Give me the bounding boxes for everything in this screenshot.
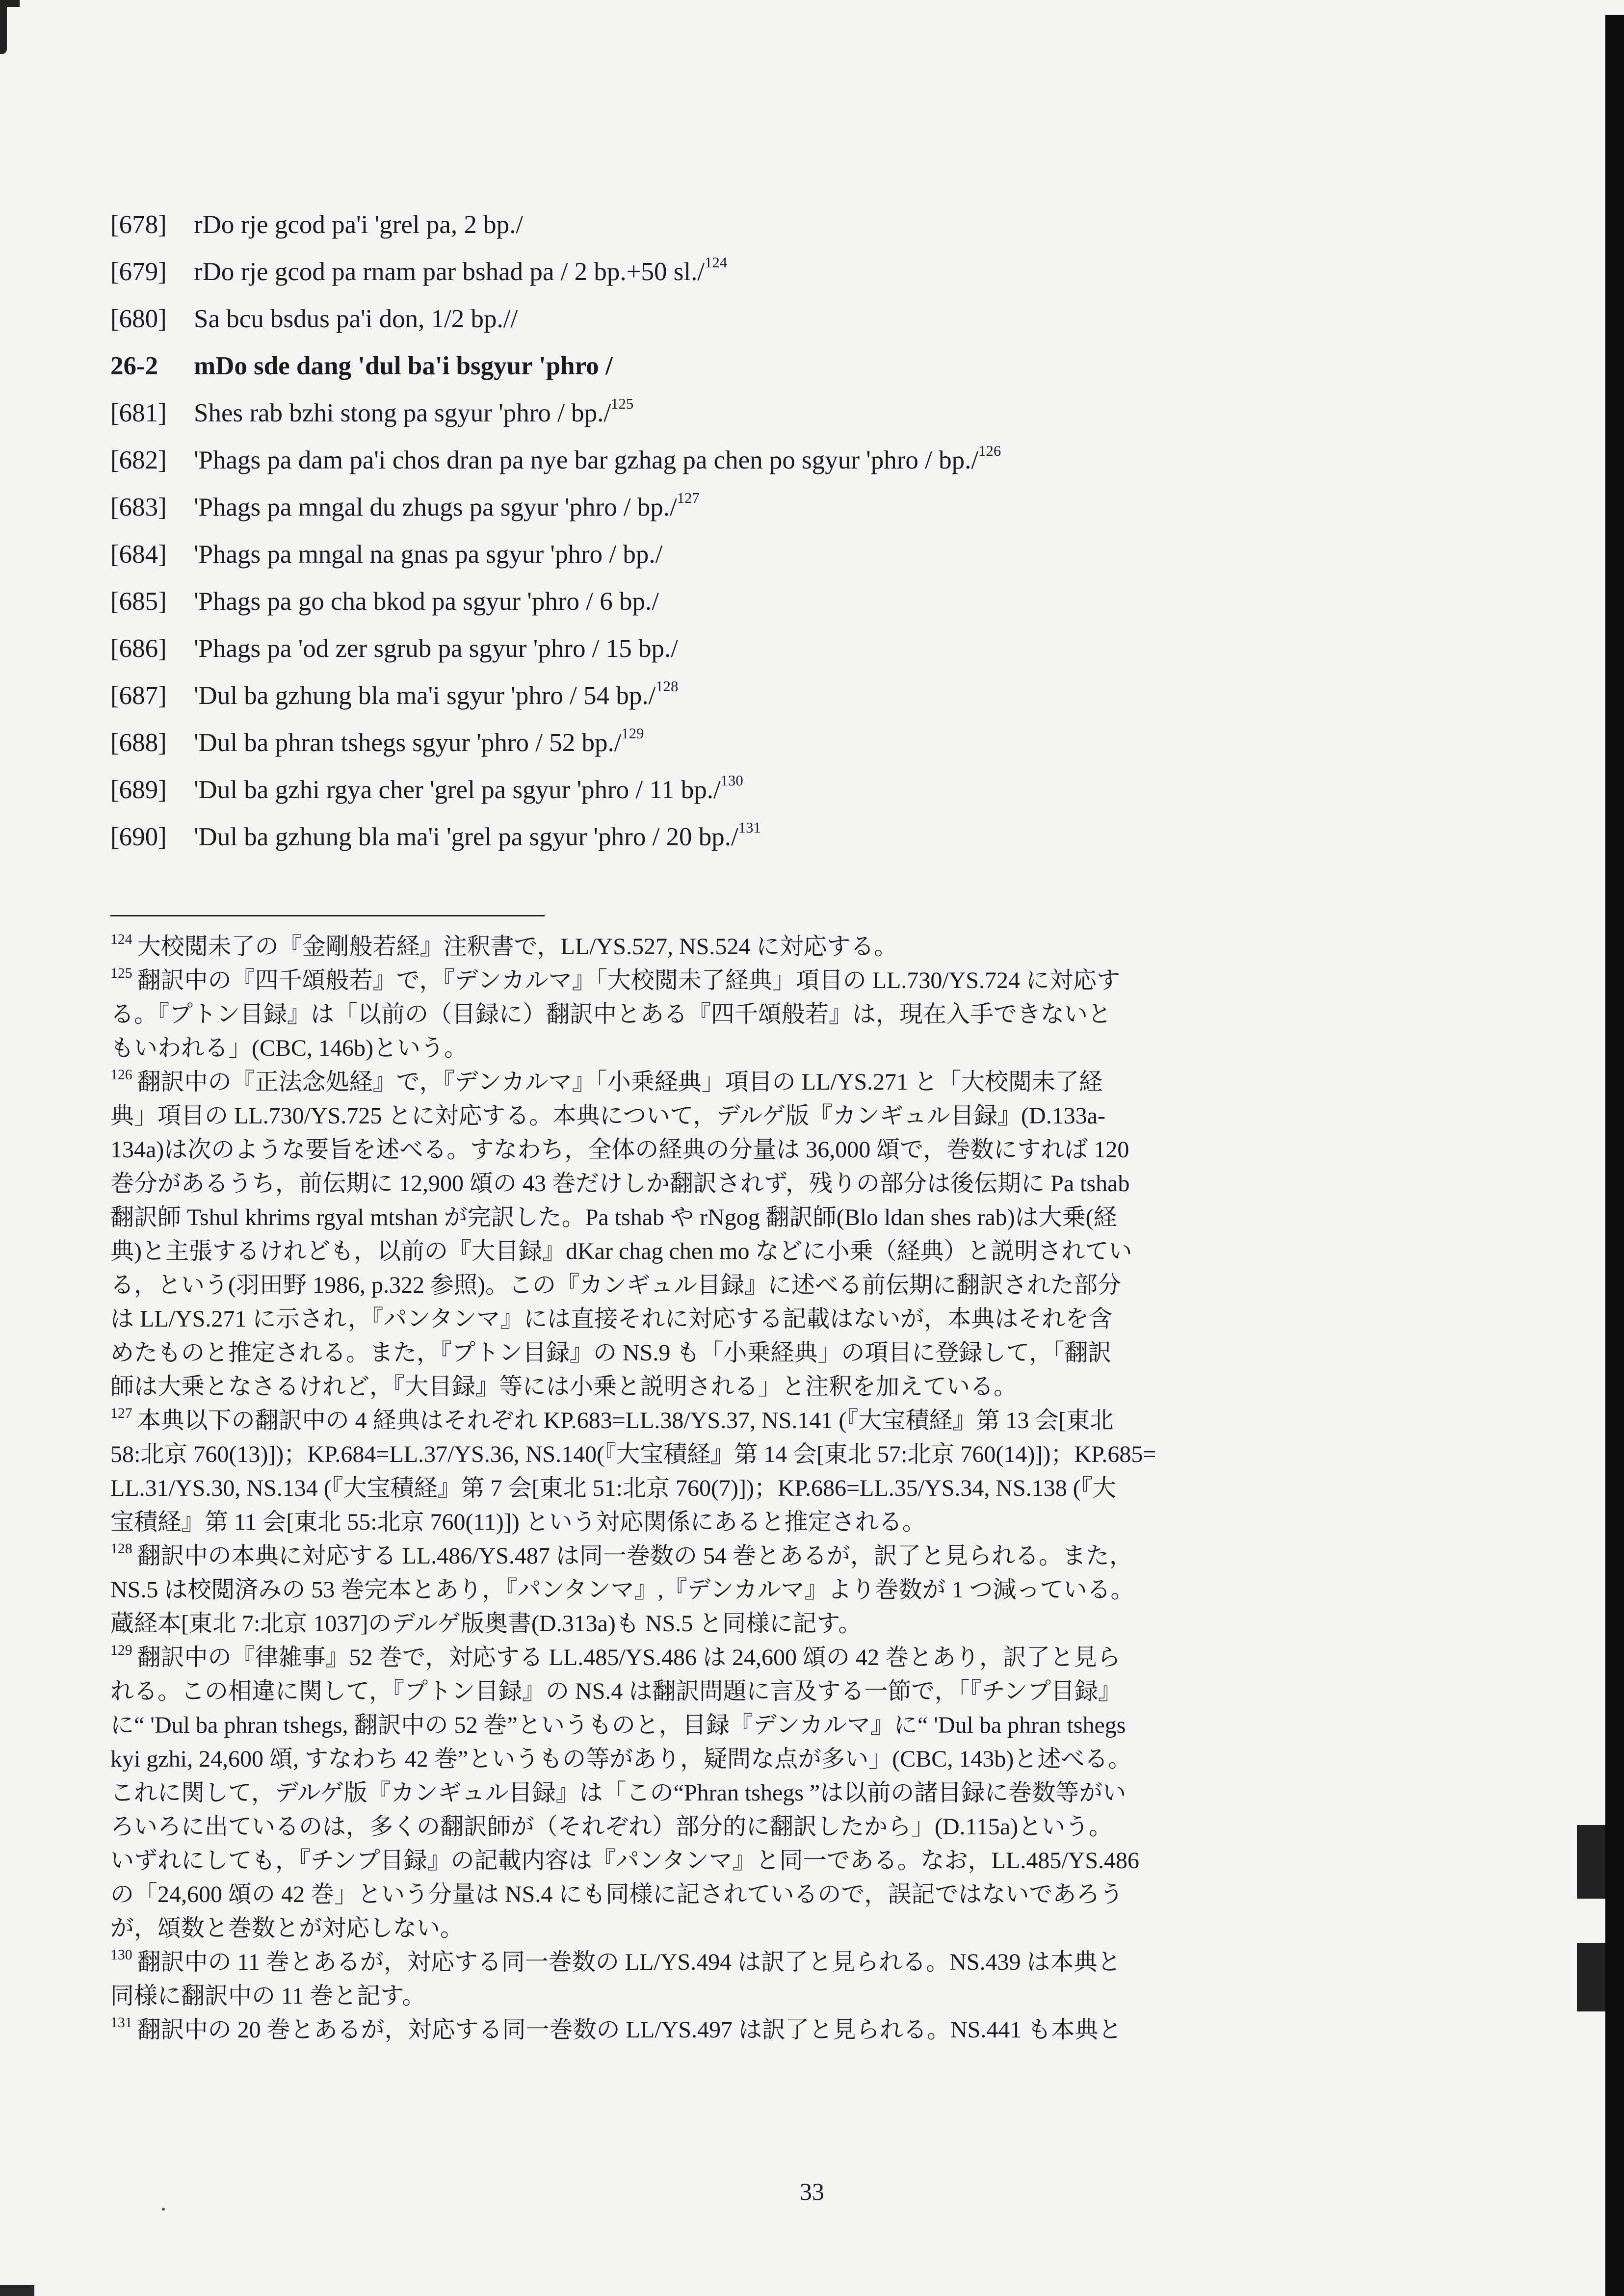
footnote-text: が，頌数と巻数とが対応しない。 (110, 1915, 464, 1941)
footnote-text: 典」項目の LL.730/YS.725 とに対応する。本典について，デルゲ版『カンギュル目録』(D.133a- (110, 1103, 1105, 1129)
entry-title: 'Dul ba gzhi rgya cher 'grel pa sgyur 'phro / 11 bp./ (194, 776, 721, 804)
footnote (110, 1065, 1337, 1099)
footnote (110, 1945, 1337, 1979)
footnote-text: 翻訳中の『四千頌般若』で，『デンカルマ』「大校閲未了経典」項目の LL.730/YS.724 に対応す (137, 967, 1121, 993)
footnote-text: に“ 'Dul ba phran tshegs, 翻訳中の 52 巻”というものと，目録『デンカルマ』に“ 'Dul ba phran tshegs (110, 1712, 1126, 1738)
footnote-continuation (110, 1437, 1337, 1471)
footnote (110, 964, 1337, 997)
catalog-entry (110, 719, 1474, 766)
footnote-reference[interactable]: 124 (705, 254, 728, 271)
catalog-entry (110, 625, 1474, 672)
entry-title: 'Dul ba phran tshegs sgyur 'phro / 52 bp./ (194, 729, 622, 757)
footnote-continuation (110, 1878, 1337, 1911)
entry-number: [678] (110, 210, 167, 239)
scan-artifact-dot (162, 2208, 165, 2211)
footnote-continuation (110, 1133, 1337, 1167)
footnote-rule (110, 915, 545, 916)
footnote-continuation (110, 1370, 1337, 1404)
footnote-text: る，という(羽田野 1986, p.322 参照)。この『カンギュル目録』に述べる前伝期に翻訳された部分 (110, 1272, 1121, 1298)
footnote (110, 930, 1337, 964)
footnote-text: kyi gzhi, 24,600 頌, すなわち 42 巻”というもの等があり，疑問な点が多い」(CBC, 143b)と述べる。 (110, 1746, 1132, 1772)
footnote-text: もいわれる」(CBC, 146b)という。 (110, 1035, 468, 1061)
catalog-entry (110, 484, 1474, 531)
footnote-continuation (110, 1708, 1337, 1742)
footnote-text: 大校閲未了の『金剛般若経』注釈書で，LL/YS.527, NS.524 に対応する。 (137, 934, 898, 960)
footnote-text: 師は大乗となさるけれど，『大目録』等には小乗と説明される」と注釈を加えている。 (110, 1374, 1018, 1400)
footnote-continuation (110, 1979, 1337, 2013)
footnote-text: NS.5 は校閲済みの 53 巻完本とあり，『パンタンマ』,『デンカルマ』より巻数が 1 つ減っている。 (110, 1577, 1134, 1603)
footnote-number: 130 (110, 1947, 132, 1963)
footnote (110, 1539, 1337, 1573)
entry-title: 'Phags pa dam pa'i chos dran pa nye bar gzhag pa chen po sgyur 'phro / bp./ (194, 446, 979, 474)
footnote-number: 128 (110, 1540, 132, 1557)
footnote-number: 127 (110, 1405, 132, 1422)
footnote-text: LL.31/YS.30, NS.134 (『大宝積経』第 7 会[東北 51:北京 760(7)])；KP.686=LL.35/YS.34, NS.138 (『大 (110, 1475, 1116, 1501)
footnotes (110, 930, 1337, 2047)
entry-number: [679] (110, 258, 167, 286)
entry-number: 26-2 (110, 352, 158, 380)
footnote-text: 134a)は次のような要旨を述べる。すなわち，全体の経典の分量は 36,000 頌で，巻数にすれば 120 (110, 1137, 1129, 1163)
entry-title: rDo rje gcod pa'i 'grel pa, 2 bp./ (194, 210, 524, 239)
footnote-continuation (110, 1742, 1337, 1776)
footnote-reference[interactable]: 128 (655, 678, 679, 695)
footnote-text: 宝積経』第 11 会[東北 55:北京 760(11)]) という対応関係にあると推定される。 (110, 1509, 926, 1535)
footnote-reference[interactable]: 125 (611, 395, 634, 412)
entry-number: [688] (110, 729, 167, 757)
footnote-continuation (110, 1268, 1337, 1302)
footnote-text: 58:北京 760(13)])；KP.684=LL.37/YS.36, NS.140(『大宝積経』第 14 会[東北 57:北京 760(14)])；KP.685= (110, 1441, 1156, 1467)
footnote-continuation (110, 1505, 1337, 1539)
footnote-text: いずれにしても，『チンプ目録』の記載内容は『パンタンマ』と同一である。なお，LL.485/YS.486 (110, 1848, 1140, 1874)
footnote-continuation (110, 1031, 1337, 1065)
footnote-text: 翻訳師 Tshul khrims rgyal mtshan が完訳した。Pa tshab や rNgog 翻訳師(Blo ldan shes rab)は大乗(経 (110, 1204, 1117, 1230)
entry-number: [690] (110, 823, 167, 851)
footnote-continuation (110, 1810, 1337, 1844)
footnote-text: は LL/YS.271 に示され，『パンタンマ』には直接それに対応する記載はないが，本典はそれを含 (110, 1306, 1113, 1332)
footnote-text: これに関して，デルゲ版『カンギュル目録』は「この“Phran tshegs ”は以前の諸目録に巻数等がい (110, 1780, 1126, 1806)
page-number: 33 (800, 2178, 824, 2205)
footnote-continuation (110, 1607, 1337, 1641)
catalog-entry (110, 437, 1474, 484)
catalog-entry (110, 201, 1474, 248)
footnote-number: 124 (110, 931, 132, 948)
footnote-text: 巻分があるうち，前伝期に 12,900 頌の 43 巻だけしか翻訳されず，残りの部分は後伝期に Pa tshab (110, 1171, 1130, 1197)
footnote-reference[interactable]: 126 (978, 442, 1001, 459)
scan-artifact-patch (1577, 1825, 1605, 1899)
footnote-text: 典)と主張するけれども，以前の『大目録』dKar chag chen mo などに小乗（経典）と説明されてい (110, 1238, 1132, 1264)
footnote-continuation (110, 1167, 1337, 1200)
entry-title: mDo sde dang 'dul ba'i bsgyur 'phro / (194, 352, 613, 380)
footnote-continuation (110, 997, 1337, 1031)
entry-title: 'Dul ba gzhung bla ma'i 'grel pa sgyur 'phro / 20 bp./ (194, 823, 738, 851)
entry-number: [687] (110, 681, 167, 710)
footnote-continuation (110, 1099, 1337, 1133)
footnote-reference[interactable]: 129 (621, 725, 644, 742)
footnote-continuation (110, 1234, 1337, 1268)
catalog-entry (110, 672, 1474, 719)
footnote-continuation (110, 1471, 1337, 1505)
footnote-continuation (110, 1911, 1337, 1945)
scan-artifact-corner-bottom (0, 2285, 34, 2296)
scan-artifact-patch (1577, 1943, 1605, 2011)
footnote-continuation (110, 1844, 1337, 1878)
footnote-reference[interactable]: 130 (720, 772, 743, 789)
footnote-text: 翻訳中の『律雑事』52 巻で，対応する LL.485/YS.486 は 24,600 頌の 42 巻とあり，訳了と見ら (137, 1644, 1121, 1670)
entry-number: [680] (110, 305, 167, 333)
footnote-text: 翻訳中の 20 巻とあるが，対応する同一巻数の LL/YS.497 は訳了と見られる。NS.441 も本典と (137, 2017, 1122, 2043)
footnote-reference[interactable]: 131 (738, 819, 761, 836)
footnote-text: 蔵経本[東北 7:北京 1037]のデルゲ版奥書(D.313a)も NS.5 と同様に記す。 (110, 1611, 862, 1637)
footnote-text: めたものと推定される。また，『プトン目録』の NS.9 も「小乗経典」の項目に登録して，「翻訳 (110, 1340, 1112, 1366)
footnote-number: 131 (110, 2014, 132, 2031)
footnote-continuation (110, 1573, 1337, 1607)
catalog-entry-list (110, 201, 1474, 861)
entry-title: 'Phags pa mngal na gnas pa sgyur 'phro / bp./ (194, 540, 663, 569)
footnote (110, 1641, 1337, 1674)
footnote (110, 2013, 1337, 2047)
footnote-text: 翻訳中の『正法念処経』で，『デンカルマ』「小乗経典」項目の LL/YS.271 と「大校閲未了経 (137, 1069, 1103, 1095)
entry-title: Shes rab bzhi stong pa sgyur 'phro / bp./ (194, 399, 611, 427)
catalog-entry (110, 390, 1474, 437)
footnote-text: の「24,600 頌の 42 巻」という分量は NS.4 にも同様に記されているので，誤記ではないであろう (110, 1881, 1124, 1907)
entry-title: 'Phags pa go cha bkod pa sgyur 'phro / 6 bp./ (194, 587, 659, 616)
entry-title: 'Dul ba gzhung bla ma'i sgyur 'phro / 54 bp./ (194, 681, 656, 710)
footnote-text: 同様に翻訳中の 11 巻と記す。 (110, 1983, 426, 2009)
footnote (110, 1404, 1337, 1437)
footnote-text: 本典以下の翻訳中の 4 経典はそれぞれ KP.683=LL.38/YS.37, NS.141 (『大宝積経』第 13 会[東北 (137, 1408, 1114, 1434)
footnote-text: る。『プトン目録』は「以前の（目録に）翻訳中とある『四千頌般若』は，現在入手できないと (110, 1001, 1112, 1027)
footnote-text: 翻訳中の本典に対応する LL.486/YS.487 は同一巻数の 54 巻とあるが，訳了と見られる。また， (137, 1543, 1133, 1569)
footnote-continuation (110, 1302, 1337, 1336)
catalog-entry (110, 578, 1474, 625)
entry-title: 'Phags pa mngal du zhugs pa sgyur 'phro / bp./ (194, 493, 677, 522)
scan-artifact-corner (0, 0, 7, 54)
entry-number: [682] (110, 446, 167, 474)
footnote-text: ろいろに出ているのは，多くの翻訳師が（それぞれ）部分的に翻訳したから」(D.115a)という。 (110, 1814, 1113, 1840)
footnote-continuation (110, 1336, 1337, 1370)
catalog-entry (110, 295, 1474, 342)
footnote-text: 翻訳中の 11 巻とあるが，対応する同一巻数の LL/YS.494 は訳了と見られる。NS.439 は本典と (137, 1949, 1121, 1975)
footnote-number: 126 (110, 1067, 132, 1083)
footnote-number: 125 (110, 965, 132, 982)
footnote-continuation (110, 1776, 1337, 1810)
catalog-entry (110, 248, 1474, 295)
entry-number: [686] (110, 634, 167, 663)
catalog-entry (110, 766, 1474, 813)
entry-number: [683] (110, 493, 167, 522)
footnote-reference[interactable]: 127 (677, 489, 700, 506)
entry-number: [685] (110, 587, 167, 616)
footnote-text: れる。この相違に関して，『プトン目録』の NS.4 は翻訳問題に言及する一節で，「『チンプ目録』 (110, 1678, 1122, 1704)
entry-number: [681] (110, 399, 167, 427)
entry-number: [689] (110, 776, 167, 804)
entry-title: rDo rje gcod pa rnam par bshad pa / 2 bp.+50 sl./ (194, 258, 705, 286)
section-heading (110, 342, 1474, 390)
footnote-continuation (110, 1200, 1337, 1234)
entry-title: 'Phags pa 'od zer sgrub pa sgyur 'phro / 15 bp./ (194, 634, 678, 663)
catalog-entry (110, 813, 1474, 861)
footnote-continuation (110, 1674, 1337, 1708)
catalog-entry (110, 531, 1474, 578)
entry-number: [684] (110, 540, 167, 569)
entry-title: Sa bcu bsdus pa'i don, 1/2 bp.// (194, 305, 518, 333)
scan-artifact-edge (1605, 15, 1624, 2296)
scan-artifact-corner-top (0, 0, 20, 7)
footnote-number: 129 (110, 1642, 132, 1659)
